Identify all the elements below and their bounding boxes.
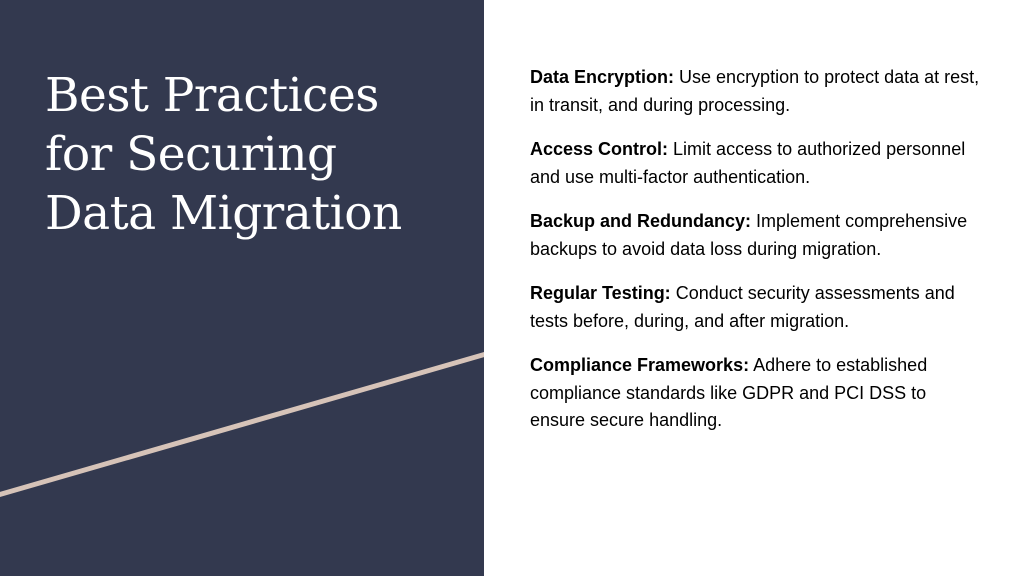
bullet-text: Limit access to authorized personnel and use multi-factor authentication. xyxy=(530,139,966,187)
title-line-3: Data Migration xyxy=(45,186,402,241)
bullet-access-control xyxy=(530,136,980,191)
decorative-diagonal-line xyxy=(0,0,484,576)
bullet-list xyxy=(530,64,980,452)
bullet-regular-testing xyxy=(530,280,980,335)
bullet-term: Compliance Frameworks: xyxy=(530,355,750,375)
title-line-2: for Securing xyxy=(45,127,337,182)
bullet-term: Access Control: xyxy=(530,139,669,159)
bullet-term: Regular Testing: xyxy=(530,283,671,303)
bullet-data-encryption xyxy=(530,64,980,119)
bullet-text: Use encryption to protect data at rest, in transit, and during processing. xyxy=(530,67,980,115)
bullet-text: Adhere to established compliance standards like GDPR and PCI DSS to ensure secure handling. xyxy=(530,355,928,430)
bullet-term: Data Encryption: xyxy=(530,67,675,87)
bullet-backup-redundancy xyxy=(530,208,980,263)
title-line-1: Best Practices xyxy=(45,68,379,123)
title-panel xyxy=(0,0,484,576)
bullet-text: Conduct security assessments and tests before, during, and after migration. xyxy=(530,283,955,331)
bullet-term: Backup and Redundancy: xyxy=(530,211,752,231)
bullet-text: Implement comprehensive backups to avoid data loss during migration. xyxy=(530,211,968,259)
bullet-compliance-frameworks xyxy=(530,352,980,435)
accent-stroke xyxy=(0,354,484,495)
